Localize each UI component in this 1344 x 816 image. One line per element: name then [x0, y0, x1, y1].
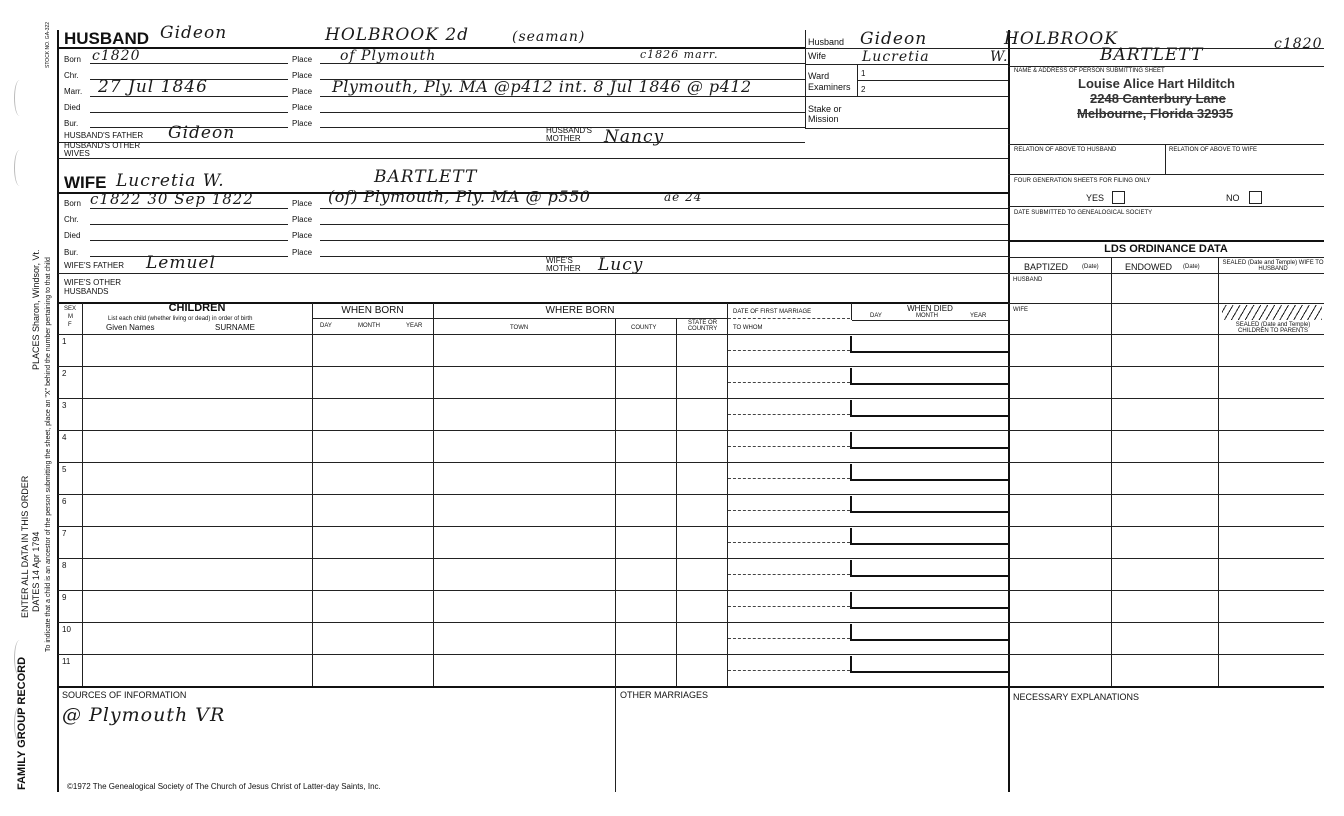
line — [805, 128, 1008, 129]
died-bracket — [850, 496, 852, 511]
town-label: TOWN — [510, 325, 529, 331]
husband-marr-place: Plymouth, Ply. MA @p412 int. 8 Jul 1846 @ p412 — [332, 77, 752, 96]
husbands-father: Gideon — [168, 123, 236, 143]
state-label: STATE OR COUNTRY — [687, 320, 718, 332]
wife-given: Lucretia W. — [116, 171, 225, 191]
row-line — [58, 494, 1008, 495]
row-line — [58, 462, 1008, 463]
right-wife-given: Lucretia — [862, 49, 930, 65]
husband-born-label: Born — [64, 55, 81, 64]
right-husband-label: Husband — [808, 37, 845, 47]
husbands-mother: Nancy — [604, 127, 665, 147]
side-indicate-text: To indicate that a child is an ancestor of the person submitting the sheet, place an "X" behind the number pertaining to that child — [45, 257, 52, 652]
died-year-label: YEAR — [970, 313, 987, 319]
line — [805, 64, 1008, 65]
dashed-line — [728, 574, 850, 575]
wife-died-label: Died — [64, 231, 81, 240]
place-label: Place — [292, 71, 313, 80]
line — [320, 224, 1008, 225]
row-line — [58, 622, 1008, 623]
dashed-line — [728, 478, 850, 479]
line — [320, 240, 1008, 241]
died-bracket — [850, 592, 852, 607]
child-number: 3 — [62, 401, 67, 410]
line — [1165, 144, 1166, 174]
line — [676, 318, 677, 686]
baptized-date-label: (Date) — [1082, 264, 1099, 270]
when-died-heading: WHEN DIED — [907, 304, 953, 313]
lds-wife-label: WIFE — [1013, 307, 1028, 313]
examiner-2: 2 — [861, 85, 866, 94]
submitter-name: Louise Alice Hart Hilditch — [1078, 76, 1235, 91]
row-line — [58, 590, 1008, 591]
line — [320, 256, 1008, 257]
wife-born-label: Born — [64, 199, 81, 208]
line — [312, 318, 433, 319]
child-number: 11 — [62, 657, 71, 666]
row-line — [58, 398, 1008, 399]
husband-born-place: of Plymouth — [340, 48, 437, 64]
frame-left — [57, 30, 59, 792]
endowed-date-label: (Date) — [1183, 264, 1200, 270]
husband-chr-label: Chr. — [64, 71, 79, 80]
died-line — [850, 639, 1008, 641]
child-number: 6 — [62, 497, 67, 506]
line — [1008, 303, 1324, 304]
sources-label: SOURCES OF INFORMATION — [62, 690, 187, 700]
husband-bur-label: Bur. — [64, 119, 79, 128]
dashed-line — [728, 414, 850, 415]
line — [805, 96, 1008, 97]
wife-bur-label: Bur. — [64, 248, 79, 257]
no-label: NO — [1226, 193, 1240, 203]
line — [320, 208, 1008, 209]
died-line — [850, 607, 1008, 609]
enter-order — [20, 476, 30, 618]
four-gen-label: FOUR GENERATION SHEETS FOR FILING ONLY — [1014, 178, 1151, 184]
wifes-father-label: WIFE'S FATHER — [64, 261, 125, 270]
right-wife-label: Wife — [808, 51, 826, 61]
dashed-line — [728, 670, 850, 671]
child-number: 5 — [62, 465, 67, 474]
lds-row-line — [1008, 654, 1324, 655]
place-label: Place — [292, 199, 313, 208]
other-marriages-label: OTHER MARRIAGES — [620, 690, 709, 700]
child-number: 7 — [62, 529, 67, 538]
lds-row-line — [1008, 494, 1324, 495]
children-note: List each child (whether living or dead) in order of birth — [108, 316, 253, 322]
copyright: ©1972 The Genealogical Society of The Church of Jesus Christ of Latter-day Saints, Inc. — [67, 782, 381, 791]
row-line — [58, 654, 1008, 655]
dashed-line — [728, 350, 850, 351]
m-label: M — [68, 314, 73, 320]
submitter-label: NAME & ADDRESS OF PERSON SUBMITTING SHEET — [1014, 68, 1165, 74]
line — [58, 273, 1008, 274]
line — [852, 320, 1008, 321]
surname-label: SURNAME — [215, 323, 256, 332]
wife-born-note: ae 24 — [664, 190, 703, 204]
side-dates-text: DATES 14 Apr 1794 — [31, 531, 41, 612]
lds-husband-label: HUSBAND — [1013, 277, 1043, 283]
dashed-line — [728, 382, 850, 383]
lds-row-line — [1008, 366, 1324, 367]
died-bracket — [850, 336, 852, 351]
children-heading: CHILDREN — [168, 302, 226, 314]
lds-row-line — [1008, 622, 1324, 623]
line — [1008, 144, 1324, 145]
born-month-label: MONTH — [358, 323, 380, 329]
f-label: F — [68, 322, 72, 328]
place-label: Place — [292, 248, 313, 257]
died-line — [850, 671, 1008, 673]
died-bracket — [850, 368, 852, 383]
wife-born: c1822 30 Sep 1822 — [90, 190, 254, 208]
died-line — [850, 383, 1008, 385]
examiners-label: Examiners — [808, 82, 851, 92]
died-line — [850, 447, 1008, 449]
right-wife-surname: BARTLETT — [1100, 45, 1204, 65]
husband-note: (seaman) — [512, 29, 586, 45]
line — [615, 318, 616, 686]
child-number: 9 — [62, 593, 67, 602]
died-bracket — [850, 464, 852, 479]
place-label: Place — [292, 231, 313, 240]
died-day-label: DAY — [870, 313, 882, 319]
husband-born-note: c1826 marr. — [640, 48, 719, 61]
lds-row-line — [1008, 398, 1324, 399]
died-bracket — [850, 624, 852, 639]
lds-row-line — [1008, 462, 1324, 463]
line — [90, 208, 288, 209]
line — [320, 96, 805, 97]
husband-died-label: Died — [64, 103, 81, 112]
wifes-mother: Lucy — [598, 255, 644, 275]
line — [1008, 206, 1324, 207]
lds-row-line — [1008, 526, 1324, 527]
sealed-children-label: SEALED (Date and Temple) CHILDREN TO PARENTS — [1235, 322, 1311, 334]
side-indicate — [45, 257, 52, 652]
right-husband-born: c1820 — [1274, 36, 1323, 52]
necessary-label: NECESSARY EXPLANATIONS — [1013, 692, 1140, 702]
died-month-label: MONTH — [916, 313, 938, 319]
dashed-line — [728, 638, 850, 639]
line — [58, 142, 805, 143]
wifes-other-husbands-label: WIFE'S OTHER HUSBANDS — [64, 278, 122, 296]
died-line — [850, 575, 1008, 577]
child-number: 4 — [62, 433, 67, 442]
wifes-father: Lemuel — [146, 253, 216, 273]
dashed-line — [728, 606, 850, 607]
line — [58, 158, 1008, 159]
row-line — [58, 430, 1008, 431]
died-line — [850, 415, 1008, 417]
line — [1008, 273, 1324, 274]
husband-heading: HUSBAND — [64, 29, 149, 48]
side-dates — [31, 532, 41, 612]
place-label: Place — [292, 87, 313, 96]
dashed-line — [728, 510, 850, 511]
place-label: Place — [292, 103, 313, 112]
right-husband-surname: HOLBROOK — [1004, 29, 1118, 49]
yes-checkbox[interactable] — [1112, 191, 1125, 204]
submitter-street: 2248 Canterbury Lane — [1090, 91, 1226, 106]
line — [1008, 240, 1324, 242]
wife-surname: BARTLETT — [374, 167, 478, 187]
wife-born-place: (of) Plymouth, Ply. MA @ p550 — [328, 187, 591, 206]
stock-number-text: STOCK NO. GA-322 — [45, 21, 51, 68]
first-marriage-label: DATE OF FIRST MARRIAGE — [733, 309, 812, 315]
right-wife-initial: W. — [990, 49, 1009, 65]
lds-heading: LDS ORDINANCE DATA — [1104, 243, 1228, 255]
date-submitted-label: DATE SUBMITTED TO GENEALOGICAL SOCIETY — [1014, 210, 1153, 216]
place-label: Place — [292, 55, 313, 64]
child-number: 8 — [62, 561, 67, 570]
dashed-line — [728, 542, 850, 543]
enter-order-text: ENTER ALL DATA IN THIS ORDER — [20, 475, 30, 618]
stake-label: Stake or — [808, 104, 842, 114]
line — [90, 240, 288, 241]
husband-given: Gideon — [160, 23, 228, 43]
line — [90, 96, 288, 97]
submitter-city: Melbourne, Florida 32935 — [1077, 106, 1234, 121]
baptized-label: BAPTIZED — [1024, 262, 1069, 272]
rel-husband-label: RELATION OF ABOVE TO HUSBAND — [1014, 147, 1117, 153]
line — [90, 224, 288, 225]
line — [320, 112, 805, 113]
husbands-father-label: HUSBAND'S FATHER — [64, 131, 144, 140]
lds-row-line — [1008, 558, 1324, 559]
sex-label: SEX — [64, 306, 77, 312]
line — [320, 63, 805, 64]
county-label: COUNTY — [631, 325, 657, 331]
line — [58, 334, 1008, 335]
place-label: Place — [292, 119, 313, 128]
dashed-line — [728, 318, 850, 319]
endowed-label: ENDOWED — [1125, 262, 1172, 272]
no-checkbox[interactable] — [1249, 191, 1262, 204]
wifes-mother-label: WIFE'S MOTHER — [546, 256, 581, 273]
side-title — [16, 650, 28, 790]
died-line — [850, 543, 1008, 545]
when-born-heading: WHEN BORN — [341, 305, 404, 316]
frame-mid-top — [805, 30, 806, 128]
died-line — [850, 351, 1008, 353]
line — [90, 63, 288, 64]
side-places — [31, 249, 41, 370]
wife-heading: WIFE — [64, 173, 107, 192]
husbands-other-wives-label: HUSBAND'S OTHER WIVES — [64, 141, 141, 158]
stock-number — [45, 22, 51, 68]
line — [58, 686, 1324, 688]
husband-marr: 27 Jul 1846 — [98, 77, 208, 97]
given-names-label: Given Names — [106, 323, 155, 332]
line — [1008, 334, 1324, 335]
side-places-text: PLACES Sharon, Windsor, Vt. — [31, 249, 41, 370]
row-line — [58, 558, 1008, 559]
died-bracket — [850, 528, 852, 543]
died-bracket — [850, 432, 852, 447]
line — [857, 80, 1008, 81]
line — [1008, 174, 1324, 175]
born-year-label: YEAR — [406, 323, 423, 329]
died-line — [850, 511, 1008, 513]
ward-label: Ward — [808, 71, 830, 81]
row-line — [58, 526, 1008, 527]
husband-surname: HOLBROOK 2d — [325, 25, 470, 45]
sealed-wife-label: SEALED (Date and Temple) WIFE TO HUSBAND — [1222, 260, 1324, 272]
sources-text: @ Plymouth VR — [62, 704, 226, 726]
line — [90, 112, 288, 113]
child-number: 10 — [62, 625, 71, 634]
mission-label: Mission — [808, 114, 839, 124]
yes-label: YES — [1086, 193, 1105, 203]
husband-marr-label: Marr. — [64, 87, 83, 96]
died-bracket — [850, 400, 852, 415]
right-husband-given: Gideon — [860, 29, 928, 49]
child-number: 1 — [62, 337, 67, 346]
side-title-text: FAMILY GROUP RECORD — [16, 656, 28, 790]
rel-wife-label: RELATION OF ABOVE TO WIFE — [1169, 147, 1258, 153]
line — [1008, 66, 1324, 67]
lds-row-line — [1008, 430, 1324, 431]
where-born-heading: WHERE BORN — [545, 305, 615, 316]
died-bracket — [850, 656, 852, 671]
line — [615, 686, 616, 792]
line — [433, 318, 727, 319]
died-bracket — [850, 560, 852, 575]
born-day-label: DAY — [320, 323, 332, 329]
lds-row-line — [1008, 590, 1324, 591]
place-label: Place — [292, 215, 313, 224]
died-line — [850, 479, 1008, 481]
wife-chr-label: Chr. — [64, 215, 79, 224]
row-line — [58, 366, 1008, 367]
to-whom-label: TO WHOM — [733, 325, 763, 331]
examiner-1: 1 — [861, 69, 866, 78]
husband-born: c1820 — [92, 48, 141, 64]
husbands-mother-label: HUSBAND'S MOTHER — [546, 126, 592, 143]
line — [1008, 257, 1324, 258]
hatched-box — [1222, 305, 1322, 320]
child-number: 2 — [62, 369, 67, 378]
dashed-line — [728, 446, 850, 447]
